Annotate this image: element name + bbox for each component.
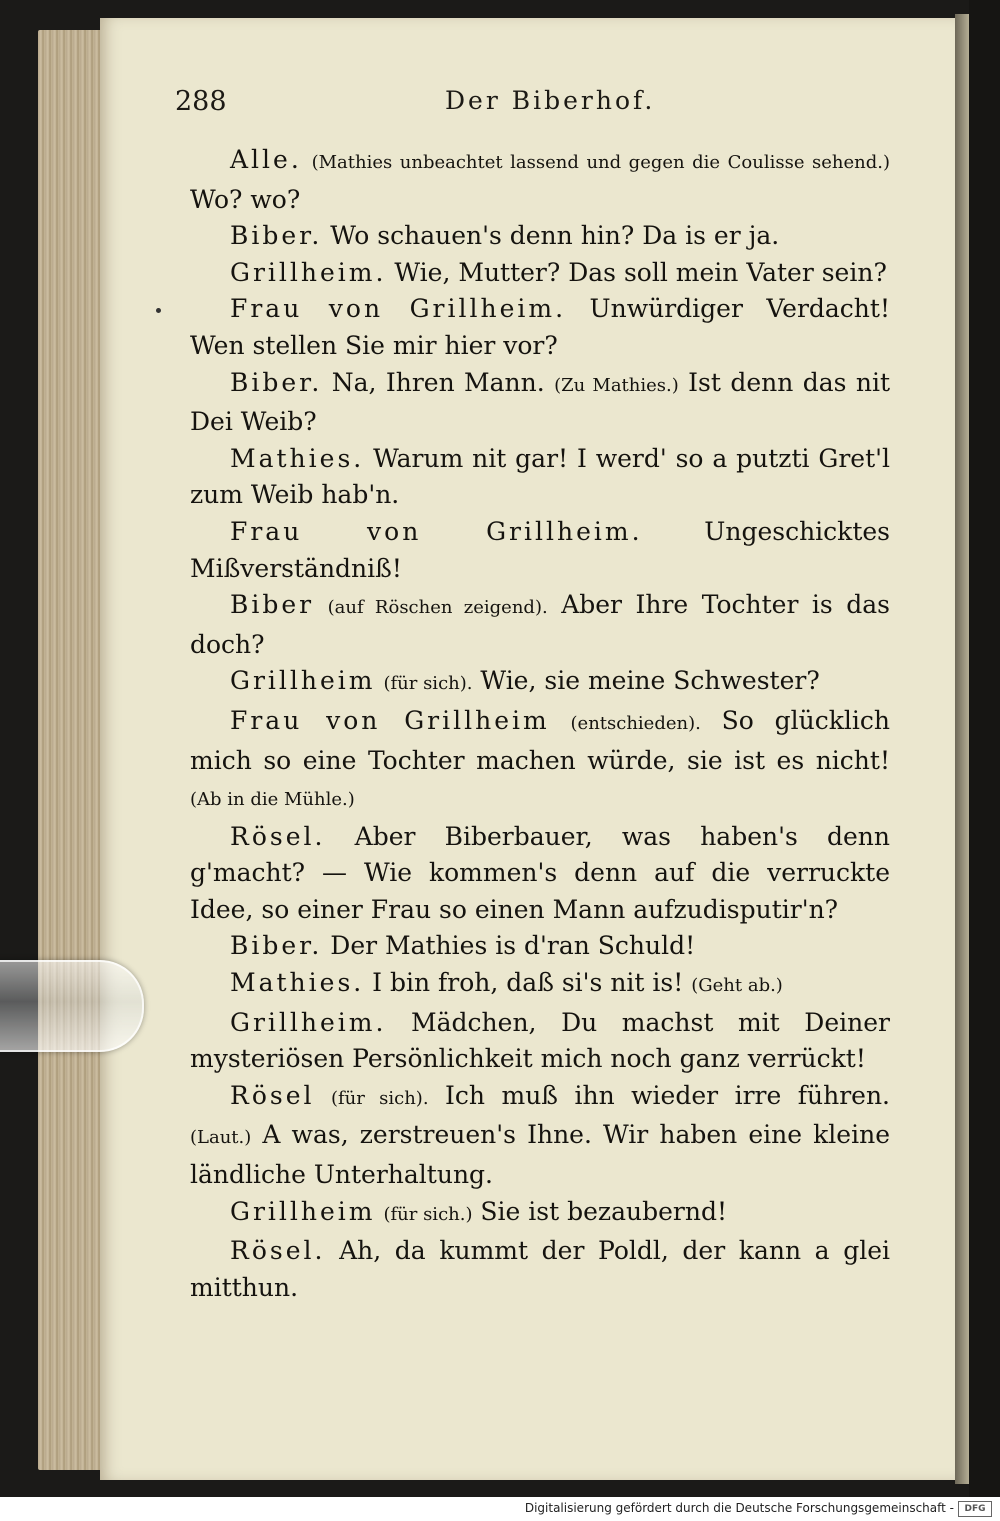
- speaker-name: Biber.: [230, 931, 323, 961]
- page-number: 288: [175, 86, 227, 117]
- speaker-name: Rösel: [230, 1080, 315, 1110]
- dialogue-text: Aber Biberbauer, was haben's denn g'macht? — Wie kommen's denn auf die verruckte Idee, so einer Frau so einen Mann aufzudisputir'n?: [190, 821, 890, 924]
- digitization-footer: [0, 1497, 1000, 1521]
- dialogue-text: Ist denn das nit Dei Weib?: [190, 367, 890, 437]
- speaker-name: Mathies.: [230, 443, 365, 473]
- dialogue-text: Unwürdiger Verdacht! Wen stellen Sie mir hier vor?: [190, 294, 890, 360]
- stage-direction: (Laut.): [190, 1127, 252, 1149]
- book-page-edges: [38, 30, 108, 1470]
- dialogue-text: [550, 706, 571, 735]
- dialogue-text: Wie, Mutter? Das soll mein Vater sein?: [386, 257, 887, 287]
- speaker-name: Frau von Grillheim.: [230, 294, 567, 324]
- dialogue-text: Warum nit gar! I werd' so a putzti Gret'l zum Weib hab'n.: [190, 443, 890, 510]
- dialogue-text: [302, 145, 312, 174]
- stage-direction: (Zu Mathies.): [554, 374, 679, 396]
- running-head: Der Biberhof.: [445, 86, 656, 115]
- dialogue-paragraph: [190, 587, 890, 663]
- speaker-name: Frau von Grillheim.: [230, 516, 643, 546]
- dialogue-text: Wo? wo?: [190, 184, 301, 214]
- stage-direction: (für sich.): [383, 1203, 473, 1225]
- speaker-name: Alle.: [230, 145, 302, 174]
- dialogue-paragraph: [190, 255, 890, 292]
- funding-credit: Digitalisierung gefördert durch die Deutsche Forschungsgemeinschaft -: [524, 1501, 954, 1515]
- speaker-name: Grillheim.: [230, 1007, 387, 1037]
- dialogue-text: Aber Ihre Tochter is das doch?: [190, 590, 890, 659]
- next-page-edge: [955, 14, 969, 1484]
- dialogue-paragraph: [190, 142, 890, 218]
- dialogue-paragraph: [190, 1078, 890, 1194]
- dialogue-paragraph: [190, 663, 890, 703]
- speaker-name: Rösel.: [230, 1236, 326, 1266]
- dialogue-text: [314, 590, 328, 619]
- dialogue-text: Der Mathies is d'ran Schuld!: [322, 931, 696, 961]
- dialogue-paragraph: [190, 365, 890, 441]
- dialogue-text: Ungeschicktes Mißverständniß!: [190, 516, 890, 583]
- stage-direction: (Mathies unbeachtet lassend und gegen die Coulisse sehend.): [311, 152, 890, 173]
- dialogue-text: I bin froh, daß si's nit is!: [364, 968, 692, 998]
- speaker-name: Frau von Grillheim: [230, 705, 550, 735]
- dialogue-text: Mädchen, Du machst mit Deiner mysteriösen Persönlichkeit mich noch ganz verrückt!: [190, 1007, 890, 1074]
- stage-direction: (entschieden).: [570, 712, 701, 734]
- dialogue-text: Wo schauen's denn hin? Da is er ja.: [322, 221, 780, 251]
- speaker-name: Grillheim.: [230, 257, 387, 287]
- scan-margin: [969, 0, 1000, 1497]
- speaker-name: Grillheim: [230, 666, 376, 696]
- speaker-name: Rösel.: [230, 821, 326, 851]
- dialogue-paragraph: [190, 441, 890, 514]
- dialogue-text: A was, zerstreuen's Ihne. Wir haben eine kleine ländliche Unterhaltung.: [190, 1120, 890, 1190]
- stage-direction: (auf Röschen zeigend).: [327, 597, 548, 619]
- dialogue-paragraph: [190, 703, 890, 819]
- dialogue-paragraph: [190, 1005, 890, 1078]
- dialogue-text: So glücklich mich so eine Tochter machen würde, sie ist es nicht!: [190, 705, 890, 775]
- dialogue-paragraph: [190, 291, 890, 364]
- dialogue-text: [315, 1081, 331, 1110]
- page-header: [175, 86, 875, 126]
- dialogue-paragraph: [190, 218, 890, 255]
- speaker-name: Biber: [230, 590, 315, 620]
- dialogue-paragraph: [190, 1233, 890, 1306]
- page-clamp: [0, 960, 144, 1052]
- dialogue-paragraph: [190, 1194, 890, 1234]
- dialogue-text: Sie ist bezaubernd!: [472, 1196, 727, 1226]
- dialogue-text: Ich muß ihn wieder irre führen.: [428, 1080, 890, 1110]
- dialogue-paragraph: [190, 514, 890, 587]
- dialogue-paragraph: [190, 928, 890, 965]
- dialogue-text: Wie, sie meine Schwester?: [472, 666, 820, 696]
- speaker-name: Biber.: [230, 367, 323, 397]
- stage-direction: (Ab in die Mühle.): [190, 789, 355, 811]
- body-text: [190, 142, 890, 1306]
- stage-direction: (Geht ab.): [691, 975, 783, 997]
- dialogue-paragraph: [190, 965, 890, 1005]
- dialogue-paragraph: [190, 819, 890, 929]
- speaker-name: Grillheim: [230, 1196, 376, 1226]
- speaker-name: Mathies.: [230, 968, 365, 998]
- speaker-name: Biber.: [230, 221, 323, 251]
- stage-direction: (für sich).: [330, 1087, 429, 1109]
- dfg-logo: DFG: [958, 1501, 992, 1517]
- dialogue-text: Na, Ihren Mann.: [322, 367, 555, 397]
- stage-direction: (für sich).: [383, 673, 473, 695]
- dialogue-text: Ah, da kummt der Poldl, der kann a glei mitthun.: [190, 1236, 890, 1302]
- ink-dot: [156, 308, 161, 313]
